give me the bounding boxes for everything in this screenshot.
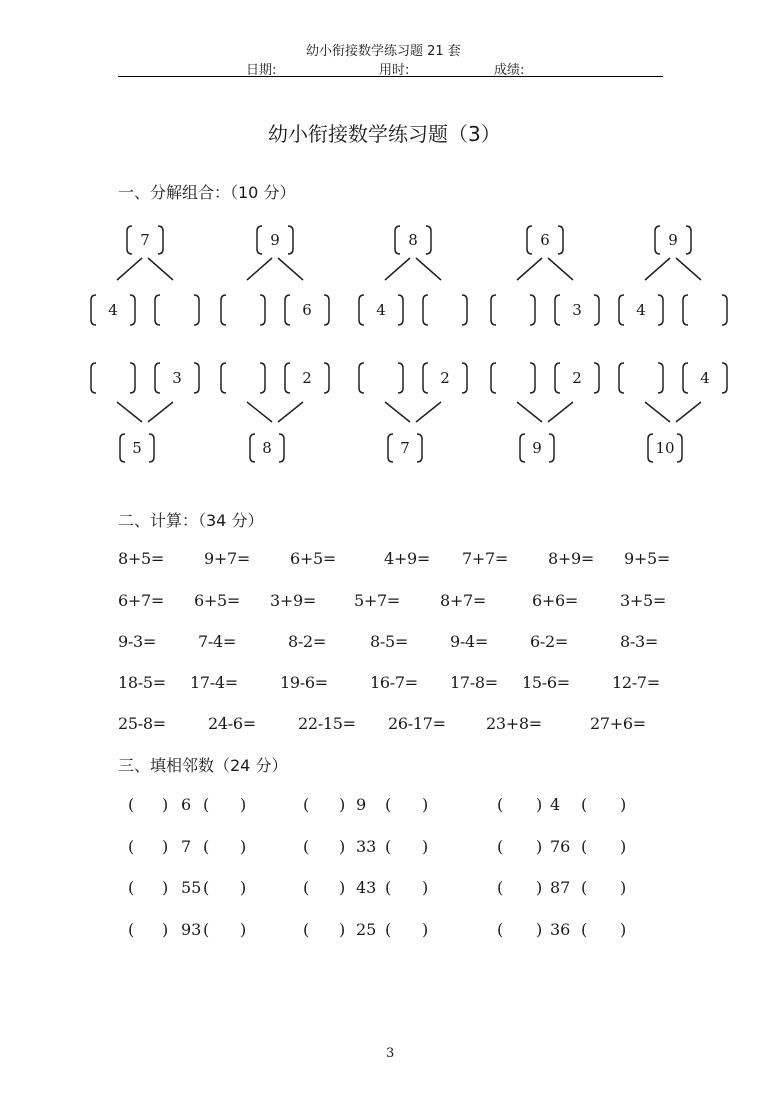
next-number-blank-open: ( bbox=[203, 795, 210, 814]
equation: 27+6= bbox=[590, 714, 646, 733]
tree-1-left-branch bbox=[117, 258, 142, 280]
tree-3-right-branch bbox=[416, 258, 441, 280]
previous-number-blank-close: ) bbox=[339, 837, 346, 856]
equation: 8-2= bbox=[288, 632, 326, 651]
tree-2-left-right-bracket bbox=[260, 295, 265, 325]
equation: 6+7= bbox=[118, 591, 164, 610]
tree-5-left-value: 4 bbox=[636, 301, 646, 319]
previous-number-blank-close: ) bbox=[339, 878, 346, 897]
previous-number-blank-open: ( bbox=[497, 878, 504, 897]
tree-10-left-right-bracket bbox=[658, 363, 663, 393]
previous-number-blank-open: ( bbox=[303, 795, 310, 814]
equation: 9-4= bbox=[450, 632, 488, 651]
equation: 8+7= bbox=[440, 591, 486, 610]
next-number-blank-close: ) bbox=[620, 837, 627, 856]
tree-5-top-right-bracket bbox=[686, 226, 691, 254]
tree-10-right-value: 4 bbox=[700, 369, 710, 387]
tree-4-top-right-bracket bbox=[558, 226, 563, 254]
equation: 3+9= bbox=[270, 591, 316, 610]
tree-9-left-branch bbox=[517, 402, 542, 422]
equation: 9+7= bbox=[204, 549, 250, 568]
tree-6-bottom-right-bracket bbox=[149, 434, 154, 462]
next-number-blank-open: ( bbox=[203, 878, 210, 897]
equation: 23+8= bbox=[486, 714, 542, 733]
tree-6-bottom-left-bracket bbox=[120, 434, 125, 462]
tree-9-right-right-bracket bbox=[594, 363, 599, 393]
document-series-title: 幼小衔接数学练习题 21 套 bbox=[306, 44, 461, 59]
previous-number-blank-open: ( bbox=[497, 837, 504, 856]
tree-4-left-left-bracket bbox=[491, 295, 496, 325]
previous-number-blank-open: ( bbox=[128, 920, 135, 939]
tree-1-left-left-bracket bbox=[91, 295, 96, 325]
given-number: 6 bbox=[181, 795, 192, 814]
equation: 17-8= bbox=[450, 673, 498, 692]
tree-3-left-right-bracket bbox=[398, 295, 403, 325]
tree-7-bottom-value: 8 bbox=[262, 439, 272, 457]
equation: 24-6= bbox=[208, 714, 256, 733]
next-number-blank-close: ) bbox=[422, 837, 429, 856]
previous-number-blank-open: ( bbox=[497, 920, 504, 939]
previous-number-blank-open: ( bbox=[303, 878, 310, 897]
tree-3-top-left-bracket bbox=[395, 226, 400, 254]
next-number-blank-open: ( bbox=[385, 878, 392, 897]
equation: 19-6= bbox=[280, 673, 328, 692]
given-number: 33 bbox=[356, 837, 377, 856]
tree-8-right-right-bracket bbox=[462, 363, 467, 393]
tree-10-right-right-bracket bbox=[722, 363, 727, 393]
next-number-blank-close: ) bbox=[422, 920, 429, 939]
tree-6-left-right-bracket bbox=[130, 363, 135, 393]
equation: 5+7= bbox=[354, 591, 400, 610]
tree-7-bottom-right-bracket bbox=[279, 434, 284, 462]
header-rule bbox=[118, 76, 663, 77]
section-2-heading: 二、计算：（34 分） bbox=[118, 511, 264, 530]
previous-number-blank-close: ) bbox=[536, 795, 543, 814]
next-number-blank-close: ) bbox=[422, 795, 429, 814]
equation: 6-2= bbox=[530, 632, 568, 651]
next-number-blank-open: ( bbox=[581, 878, 588, 897]
tree-5-left-branch bbox=[645, 258, 670, 280]
given-number: 4 bbox=[550, 795, 561, 814]
tree-1-left-value: 4 bbox=[108, 301, 118, 319]
tree-4-top-value: 6 bbox=[540, 231, 550, 249]
tree-6-right-branch bbox=[148, 402, 173, 422]
tree-10-right-branch bbox=[676, 402, 701, 422]
tree-8-left-branch bbox=[385, 402, 410, 422]
previous-number-blank-close: ) bbox=[536, 837, 543, 856]
previous-number-blank-open: ( bbox=[128, 837, 135, 856]
tree-7-bottom-left-bracket bbox=[250, 434, 255, 462]
equation: 6+6= bbox=[532, 591, 578, 610]
next-number-blank-open: ( bbox=[581, 920, 588, 939]
tree-4-right-branch bbox=[548, 258, 573, 280]
page-title: 幼小衔接数学练习题（3） bbox=[268, 122, 501, 146]
next-number-blank-close: ) bbox=[240, 920, 247, 939]
previous-number-blank-close: ) bbox=[536, 920, 543, 939]
tree-6-right-left-bracket bbox=[155, 363, 160, 393]
tree-5-right-branch bbox=[676, 258, 701, 280]
tree-4-right-left-bracket bbox=[555, 295, 560, 325]
tree-7-right-left-bracket bbox=[285, 363, 290, 393]
previous-number-blank-open: ( bbox=[497, 795, 504, 814]
next-number-blank-close: ) bbox=[620, 878, 627, 897]
equation: 18-5= bbox=[118, 673, 166, 692]
next-number-blank-close: ) bbox=[620, 920, 627, 939]
tree-5-left-right-bracket bbox=[658, 295, 663, 325]
next-number-blank-open: ( bbox=[385, 837, 392, 856]
equation: 26-17= bbox=[388, 714, 446, 733]
tree-2-left-branch bbox=[247, 258, 272, 280]
equation: 9-3= bbox=[118, 632, 156, 651]
tree-9-left-left-bracket bbox=[491, 363, 496, 393]
tree-5-right-left-bracket bbox=[683, 295, 688, 325]
equation: 12-7= bbox=[612, 673, 660, 692]
tree-1-top-right-bracket bbox=[158, 226, 163, 254]
tree-8-bottom-right-bracket bbox=[417, 434, 422, 462]
equation: 25-8= bbox=[118, 714, 166, 733]
tree-6-right-right-bracket bbox=[194, 363, 199, 393]
tree-2-top-left-bracket bbox=[257, 226, 262, 254]
next-number-blank-open: ( bbox=[203, 837, 210, 856]
equation: 22-15= bbox=[298, 714, 356, 733]
tree-10-bottom-value: 10 bbox=[655, 439, 675, 457]
tree-1-left-right-bracket bbox=[130, 295, 135, 325]
tree-7-right-value: 2 bbox=[302, 369, 312, 387]
equation: 8+9= bbox=[548, 549, 594, 568]
time-label: 用时: bbox=[379, 63, 410, 78]
previous-number-blank-close: ) bbox=[339, 795, 346, 814]
tree-10-left-branch bbox=[645, 402, 670, 422]
given-number: 9 bbox=[356, 795, 367, 814]
tree-9-right-value: 2 bbox=[572, 369, 582, 387]
tree-1-right-branch bbox=[148, 258, 173, 280]
tree-9-right-branch bbox=[548, 402, 573, 422]
tree-5-top-left-bracket bbox=[655, 226, 660, 254]
next-number-blank-close: ) bbox=[422, 878, 429, 897]
tree-9-bottom-right-bracket bbox=[549, 434, 554, 462]
date-label: 日期: bbox=[246, 63, 277, 78]
tree-9-right-left-bracket bbox=[555, 363, 560, 393]
equation: 3+5= bbox=[620, 591, 666, 610]
tree-3-left-value: 4 bbox=[376, 301, 386, 319]
tree-7-left-branch bbox=[247, 402, 272, 422]
equation: 16-7= bbox=[370, 673, 418, 692]
previous-number-blank-close: ) bbox=[162, 920, 169, 939]
given-number: 76 bbox=[550, 837, 571, 856]
previous-number-blank-open: ( bbox=[303, 837, 310, 856]
given-number: 55 bbox=[181, 878, 202, 897]
tree-8-left-right-bracket bbox=[398, 363, 403, 393]
tree-2-top-right-bracket bbox=[288, 226, 293, 254]
tree-7-right-branch bbox=[278, 402, 303, 422]
tree-3-top-right-bracket bbox=[426, 226, 431, 254]
tree-10-bottom-left-bracket bbox=[648, 434, 653, 462]
tree-1-top-left-bracket bbox=[127, 226, 132, 254]
previous-number-blank-close: ) bbox=[162, 795, 169, 814]
given-number: 7 bbox=[181, 837, 192, 856]
tree-7-left-right-bracket bbox=[260, 363, 265, 393]
tree-2-right-right-bracket bbox=[324, 295, 329, 325]
given-number: 93 bbox=[181, 920, 202, 939]
tree-3-top-value: 8 bbox=[408, 231, 418, 249]
tree-1-right-right-bracket bbox=[194, 295, 199, 325]
tree-8-right-branch bbox=[416, 402, 441, 422]
section-1-heading: 一、分解组合：（10 分） bbox=[118, 183, 296, 202]
score-label: 成绩: bbox=[494, 63, 525, 78]
tree-7-right-right-bracket bbox=[324, 363, 329, 393]
tree-5-right-right-bracket bbox=[722, 295, 727, 325]
equation: 9+5= bbox=[624, 549, 670, 568]
tree-8-bottom-value: 7 bbox=[400, 439, 410, 457]
equation: 4+9= bbox=[384, 549, 430, 568]
next-number-blank-open: ( bbox=[581, 837, 588, 856]
previous-number-blank-open: ( bbox=[128, 795, 135, 814]
equation: 6+5= bbox=[290, 549, 336, 568]
page-number: 3 bbox=[386, 1046, 395, 1061]
tree-4-left-branch bbox=[517, 258, 542, 280]
tree-6-left-branch bbox=[117, 402, 142, 422]
tree-10-right-left-bracket bbox=[683, 363, 688, 393]
tree-9-left-right-bracket bbox=[530, 363, 535, 393]
tree-2-right-left-bracket bbox=[285, 295, 290, 325]
section-3-heading: 三、填相邻数（24 分） bbox=[118, 756, 288, 775]
equation: 17-4= bbox=[190, 673, 238, 692]
next-number-blank-open: ( bbox=[581, 795, 588, 814]
tree-2-right-branch bbox=[278, 258, 303, 280]
next-number-blank-close: ) bbox=[240, 795, 247, 814]
tree-3-right-left-bracket bbox=[423, 295, 428, 325]
previous-number-blank-close: ) bbox=[339, 920, 346, 939]
tree-2-right-value: 6 bbox=[302, 301, 312, 319]
equation: 7-4= bbox=[198, 632, 236, 651]
tree-4-right-right-bracket bbox=[594, 295, 599, 325]
equation: 6+5= bbox=[194, 591, 240, 610]
equation: 8+5= bbox=[118, 549, 164, 568]
tree-9-bottom-value: 9 bbox=[532, 439, 542, 457]
equation: 8-5= bbox=[370, 632, 408, 651]
tree-6-bottom-value: 5 bbox=[132, 439, 142, 457]
next-number-blank-close: ) bbox=[620, 795, 627, 814]
previous-number-blank-close: ) bbox=[162, 837, 169, 856]
previous-number-blank-close: ) bbox=[162, 878, 169, 897]
given-number: 25 bbox=[356, 920, 377, 939]
equation: 15-6= bbox=[522, 673, 570, 692]
previous-number-blank-open: ( bbox=[128, 878, 135, 897]
tree-2-left-left-bracket bbox=[221, 295, 226, 325]
tree-6-right-value: 3 bbox=[172, 369, 182, 387]
tree-2-top-value: 9 bbox=[270, 231, 280, 249]
tree-10-bottom-right-bracket bbox=[677, 434, 682, 462]
given-number: 87 bbox=[550, 878, 571, 897]
tree-9-bottom-left-bracket bbox=[520, 434, 525, 462]
tree-6-left-left-bracket bbox=[91, 363, 96, 393]
tree-4-right-value: 3 bbox=[572, 301, 582, 319]
next-number-blank-close: ) bbox=[240, 837, 247, 856]
previous-number-blank-open: ( bbox=[303, 920, 310, 939]
tree-8-right-left-bracket bbox=[423, 363, 428, 393]
next-number-blank-open: ( bbox=[385, 795, 392, 814]
equation: 7+7= bbox=[462, 549, 508, 568]
tree-1-right-left-bracket bbox=[155, 295, 160, 325]
given-number: 43 bbox=[356, 878, 377, 897]
tree-4-left-right-bracket bbox=[530, 295, 535, 325]
tree-7-left-left-bracket bbox=[221, 363, 226, 393]
tree-5-top-value: 9 bbox=[668, 231, 678, 249]
tree-4-top-left-bracket bbox=[527, 226, 532, 254]
next-number-blank-close: ) bbox=[240, 878, 247, 897]
tree-3-right-right-bracket bbox=[462, 295, 467, 325]
given-number: 36 bbox=[550, 920, 571, 939]
tree-8-left-left-bracket bbox=[359, 363, 364, 393]
equation: 8-3= bbox=[620, 632, 658, 651]
tree-8-right-value: 2 bbox=[440, 369, 450, 387]
tree-5-left-left-bracket bbox=[619, 295, 624, 325]
tree-3-left-left-bracket bbox=[359, 295, 364, 325]
previous-number-blank-close: ) bbox=[536, 878, 543, 897]
tree-1-top-value: 7 bbox=[140, 231, 150, 249]
tree-10-left-left-bracket bbox=[619, 363, 624, 393]
tree-3-left-branch bbox=[385, 258, 410, 280]
tree-8-bottom-left-bracket bbox=[388, 434, 393, 462]
next-number-blank-open: ( bbox=[385, 920, 392, 939]
next-number-blank-open: ( bbox=[203, 920, 210, 939]
